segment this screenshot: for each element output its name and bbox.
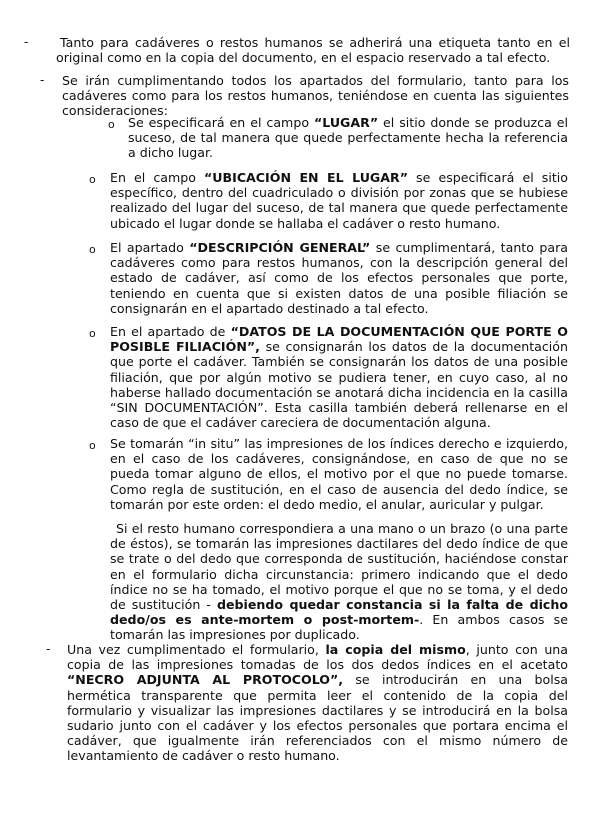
- paragraph-label-attachment: Tanto para cadáveres o restos humanos se adherirá una etiqueta tanto en el original como en la copia del documento, en el espacio reservado a tal efecto.: [56, 35, 570, 66]
- bolsa-intro: Una vez cumplimentado el formulario,: [67, 642, 326, 657]
- item-documentacion-intro: En el apartado de: [110, 324, 231, 339]
- paragraph-form-completion: Se irán cumplimentando todos los apartados del formulario, tanto para los cadáveres como para los restos humanos, teniéndose en cuenta las siguientes consideraciones:: [62, 73, 569, 119]
- resto-humano-end: . En ambos casos se tomarán las impresiones por duplicado.: [110, 612, 568, 643]
- item-ubicacion: [110, 170, 568, 231]
- circle-marker: o: [89, 439, 96, 452]
- item-ubicacion-body: se especificará el sitio específico, dentro del cuadriculado o división por zonas que se hubiese realizado del lugar del suceso, de tal manera que quede perfectamente ubicado el lugar donde se hallaba el cadáver o resto humano.: [110, 170, 568, 231]
- item-descripcion-body: se cumplimentará, tanto para cadáveres como para restos humanos, con la descripción general del estado de cadáver, así como de los efectos personales que porte, teniendo en cuenta que si existen datos de una posible filiación se consignarán en el apartado destinado a tal efecto.: [110, 240, 568, 316]
- dash-marker: -: [40, 73, 45, 87]
- paragraph-resto-humano: [110, 521, 568, 643]
- circle-marker: o: [89, 173, 96, 186]
- paragraph-bolsa-hermetica: [67, 642, 568, 764]
- item-lugar: [128, 115, 568, 161]
- item-documentacion-field: “DATOS DE LA DOCUMENTACIÓN QUE PORTE O POSIBLE FILIACIÓN”,: [110, 324, 568, 355]
- item-lugar-body: el sitio donde se produzca el suceso, de tal manera que quede perfectamente hecha la referencia a dicho lugar.: [128, 115, 568, 161]
- item-documentacion-body: se consignarán los datos de la documentación que porte el cadáver. También se consignarán los datos de una posible filiación, que por algún motivo se pudiera tener, en cuyo caso, al no haberse hallado documentación se anotará dicha incidencia en la casilla “SIN DOCUMENTACIÓN”. Esta casilla también deberá rellenarse en el caso de que el cadáver careciera de documentación alguna.: [110, 339, 568, 431]
- item-lugar-intro: Se especificará en el campo: [128, 115, 314, 130]
- item-descripcion-intro: El apartado: [110, 240, 190, 255]
- bolsa-acetato-emphasis: “NECRO ADJUNTA AL PROTOCOLO”,: [67, 672, 344, 688]
- circle-marker: o: [108, 118, 115, 131]
- circle-marker: o: [89, 327, 96, 340]
- item-impresiones: Se tomarán “in situ” las impresiones de los índices derecho e izquierdo, en el caso de los cadáveres, consignándose, en caso de que no se pueda tomar alguno de ellos, el motivo por el que no puede tomarse. Como regla de sustitución, en el caso de ausencia del dedo índice, se tomarán por este orden: el dedo medio, el anular, auricular y pulgar.: [110, 436, 568, 512]
- item-documentacion: [110, 324, 568, 430]
- item-descripcion-field: “DESCRIPCIÓN GENERAL”: [189, 240, 371, 255]
- bolsa-copia-emphasis: la copia del mismo: [325, 642, 466, 657]
- item-lugar-field: “LUGAR”: [313, 115, 379, 130]
- resto-humano-emphasis: debiendo quedar constancia si la falta de dicho dedo/os es ante-mortem o post-mortem-: [110, 597, 568, 628]
- item-ubicacion-field: “UBICACIÓN EN EL LUGAR”: [204, 170, 408, 185]
- item-descripcion: [110, 240, 568, 316]
- bolsa-end: se introducirán en una bolsa hermética transparente que permita leer el contenido de la copia del formulario y visualizar las impresiones dactilares y se introducirá en la bolsa sudario junto con el cadáver y los efectos personales que portara encima el cadáver, que igualmente irán referenciados con el mismo número de levantamiento de cadáver o resto humano.: [67, 672, 568, 764]
- dash-marker: -: [46, 642, 51, 656]
- bolsa-middle: , junto con una copia de las impresiones tomadas de los dos dedos índices en el acetato: [67, 642, 568, 673]
- item-ubicacion-intro: En el campo: [110, 170, 205, 185]
- dash-marker: -: [24, 35, 29, 49]
- circle-marker: o: [89, 243, 96, 256]
- resto-humano-intro: Si el resto humano correspondiera a una mano o un brazo (o una parte de éstos), se tomarán las impresiones dactilares del dedo índice de que se trate o del dedo que corresponda de sustitución, haciéndose constar en el formulario dicha circunstancia: primero indicando que el dedo índice no se ha tomado, el motivo porque el que no se toma, y el dedo de sustitución -: [110, 521, 568, 613]
